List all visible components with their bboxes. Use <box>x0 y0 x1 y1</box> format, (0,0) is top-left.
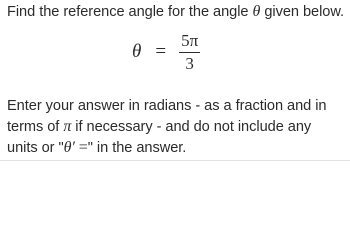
fraction-bar <box>179 52 200 53</box>
divider <box>0 160 350 161</box>
angle-fraction <box>179 31 200 74</box>
question-prompt <box>7 2 344 22</box>
instructions-line-2-after: if necessary - and do not include any <box>71 119 312 135</box>
prompt-text-after: given below. <box>260 4 345 20</box>
instructions-equals-sign: = <box>74 139 88 156</box>
theta-symbol: θ <box>252 3 261 20</box>
instructions-line-1: Enter your answer in radians - as a fraction and in <box>7 98 327 114</box>
instructions-line-2 <box>7 117 311 137</box>
prompt-text-before: Find the reference angle for the angle <box>7 4 253 20</box>
instructions-line-2-before: terms of <box>7 119 64 135</box>
equation-equals-sign: = <box>155 41 167 62</box>
instructions-line-3 <box>7 138 186 158</box>
instructions-line-3-before: units or " <box>7 140 64 156</box>
equation-lhs: θ <box>132 41 142 62</box>
pi-symbol: π <box>63 118 72 135</box>
fraction-denominator: 3 <box>185 53 194 73</box>
fraction-numerator: 5π <box>181 30 199 50</box>
instructions-line-3-after: " in the answer. <box>87 140 187 156</box>
theta-prime-symbol: θ′ <box>63 139 75 156</box>
angle-equation <box>132 30 200 74</box>
